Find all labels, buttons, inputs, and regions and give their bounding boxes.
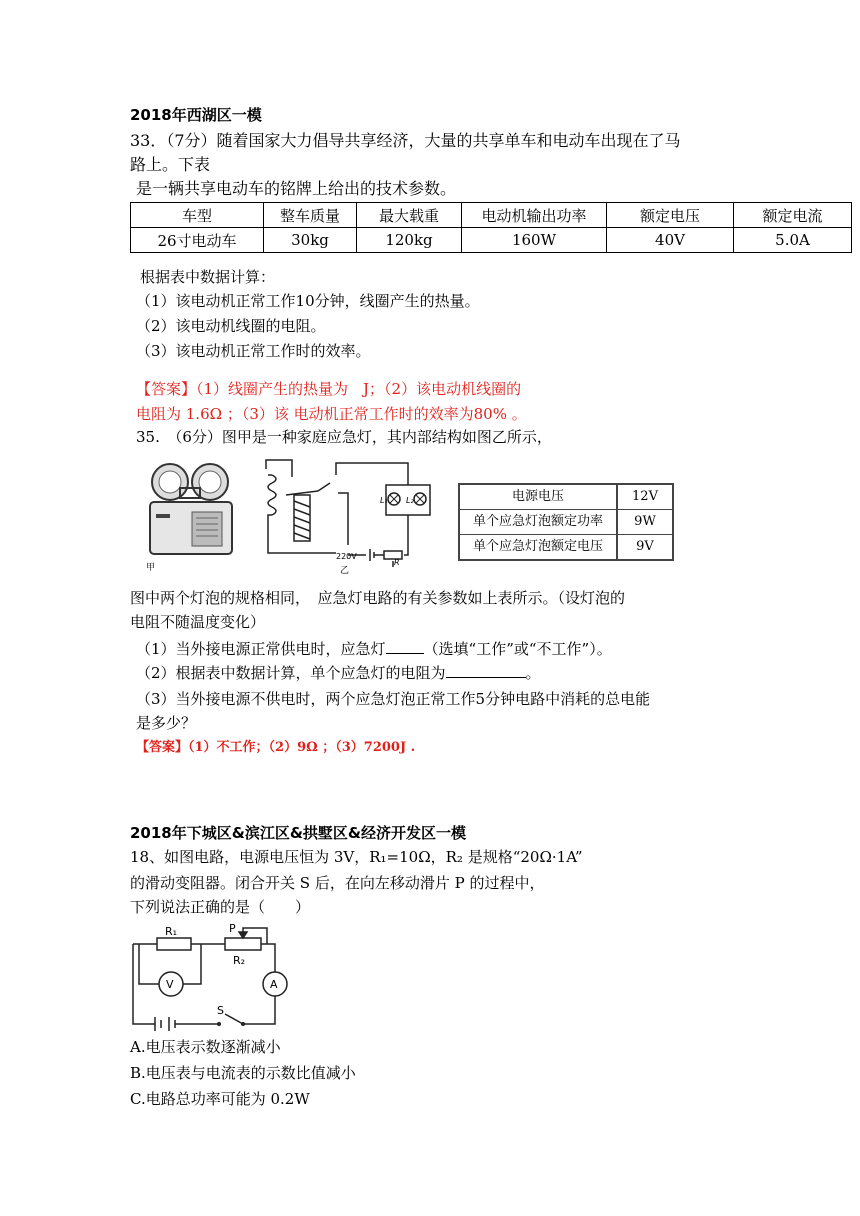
param-value: 9W [634, 514, 656, 529]
q35-sub1 [136, 638, 612, 659]
q35-sub3-line2: 是多少？ [136, 714, 197, 732]
q35-line1: 35. （6分）图甲是一种家庭应急灯，其内部结构如图乙所示， [136, 428, 552, 446]
spec-data-cell: 30kg [264, 228, 357, 253]
param-table [458, 483, 674, 561]
resistor-r2 [225, 938, 261, 950]
q18-circuit-diagram [125, 922, 300, 1032]
spec-header-cell: 车型 [131, 203, 264, 228]
q18-line1: 18、如图电路，电源电压恒为 3V，R₁=10Ω，R₂ 是规格“20Ω·1A” [130, 848, 583, 866]
q33-line3: 是一辆共享电动车的铭牌上给出的技术参数。 [136, 179, 457, 198]
q33-sub3: （3）该电动机正常工作时的效率。 [136, 342, 371, 360]
resistor-r1 [157, 938, 191, 950]
label-220v: 220V [336, 552, 357, 561]
q35-sub2 [136, 662, 541, 683]
spec-data-cell: 120kg [357, 228, 462, 253]
label-p: P [229, 922, 236, 935]
param-row [460, 510, 672, 535]
spec-data-cell: 40V [607, 228, 734, 253]
circuit-wires [266, 460, 430, 567]
label-r2: R₂ [233, 954, 246, 967]
label-l1: L₁ [380, 496, 388, 505]
label-r: R [394, 558, 400, 567]
q35-sub1-text-a: （1）当外接电源正常供电时，应急灯 [136, 640, 386, 658]
spec-table [130, 202, 852, 253]
answer-tag: 【答案】 [136, 740, 189, 755]
spec-header-cell: 额定电压 [607, 203, 734, 228]
label-v: V [166, 978, 174, 991]
q35-sub2-text-a: （2）根据表中数据计算，单个应急灯的电阻为 [136, 664, 446, 682]
spec-table-data-row [131, 228, 852, 253]
emergency-lamp-figure [140, 458, 240, 574]
param-row [460, 485, 672, 510]
figure-label-a: 甲 [146, 563, 156, 573]
spec-table-header-row [131, 203, 852, 228]
label-l2: L₂ [406, 496, 414, 505]
q33-sub1: （1）该电动机正常工作10分钟，线圈产生的热量。 [136, 292, 480, 310]
q35-sub3-line1: （3）当外接电源不供电时，两个应急灯泡正常工作5分钟电路中消耗的总电能 [136, 690, 651, 708]
q35-answer [136, 736, 415, 755]
q18-option-c: C.电路总功率可能为 0.2W [130, 1090, 310, 1108]
spec-data-cell: 5.0A [734, 228, 852, 253]
q35-desc-line1: 图中两个灯泡的规格相同， 应急灯电路的有关参数如上表所示。（设灯泡的 [130, 589, 626, 607]
q33-answer-line1: 【答案】（1）线圈产生的热量为 J；（2）该电动机线圈的 [136, 380, 522, 398]
answer-text: （1）不工作；（2）9Ω ；（3）7200J . [188, 740, 416, 755]
figure-label-b: 乙 [340, 566, 350, 576]
emergency-lamp-circuit [256, 455, 436, 577]
q35-desc-line2: 电阻不随温度变化） [130, 613, 266, 631]
spec-header-cell: 整车质量 [264, 203, 357, 228]
switch-contact [217, 1022, 221, 1026]
q18-option-b: B.电压表与电流表的示数比值减小 [130, 1064, 356, 1082]
param-name: 电源电压 [460, 485, 618, 509]
param-name: 单个应急灯泡额定电压 [460, 535, 618, 559]
spec-header-cell: 电动机输出功率 [462, 203, 607, 228]
label-s: S [217, 1004, 224, 1017]
q18-line3: 下列说法正确的是（ ） [130, 898, 311, 916]
emergency-lamp-illustration [150, 464, 232, 554]
label-r1: R₁ [165, 925, 178, 938]
q18-option-a: A.电压表示数逐渐减小 [130, 1038, 281, 1056]
q18-line2: 的滑动变阻器。闭合开关 S 后，在向左移动滑片 P 的过程中， [130, 874, 545, 892]
q35-sub1-text-b: （选填“工作”或“不工作”）。 [423, 640, 612, 658]
q33-sub2: （2）该电动机线圈的电阻。 [136, 317, 326, 335]
q33-line2: 路上。下表 [130, 155, 211, 174]
param-row [460, 535, 672, 559]
switch-contact [241, 1022, 245, 1026]
spec-data-cell: 160W [462, 228, 607, 253]
lamp-l1-icon [388, 493, 400, 505]
q18-circuit-wires [133, 928, 275, 1031]
param-value: 12V [632, 489, 658, 504]
section-heading-xihu: 2018年西湖区一模 [130, 106, 262, 124]
spec-data-cell: 26寸电动车 [131, 228, 264, 253]
section-heading-xiacheng: 2018年下城区&滨江区&拱墅区&经济开发区一模 [130, 824, 466, 842]
q33-answer-line2: 电阻为 1.6Ω ；（3）该 电动机正常工作时的效率为80% 。 [136, 405, 527, 423]
answer-blank[interactable] [386, 639, 424, 654]
spec-header-cell: 最大载重 [357, 203, 462, 228]
answer-blank[interactable] [446, 663, 526, 678]
param-name: 单个应急灯泡额定功率 [460, 510, 618, 534]
label-a: A [270, 978, 278, 991]
q35-sub2-text-b: 。 [525, 664, 541, 682]
lamp-l2-icon [414, 493, 426, 505]
calc-intro: 根据表中数据计算： [140, 268, 276, 286]
param-value: 9V [636, 539, 654, 554]
q33-line1: 33．（7分）随着国家大力倡导共享经济，大量的共享单车和电动车出现在了马 [130, 131, 681, 150]
spec-header-cell: 额定电流 [734, 203, 852, 228]
